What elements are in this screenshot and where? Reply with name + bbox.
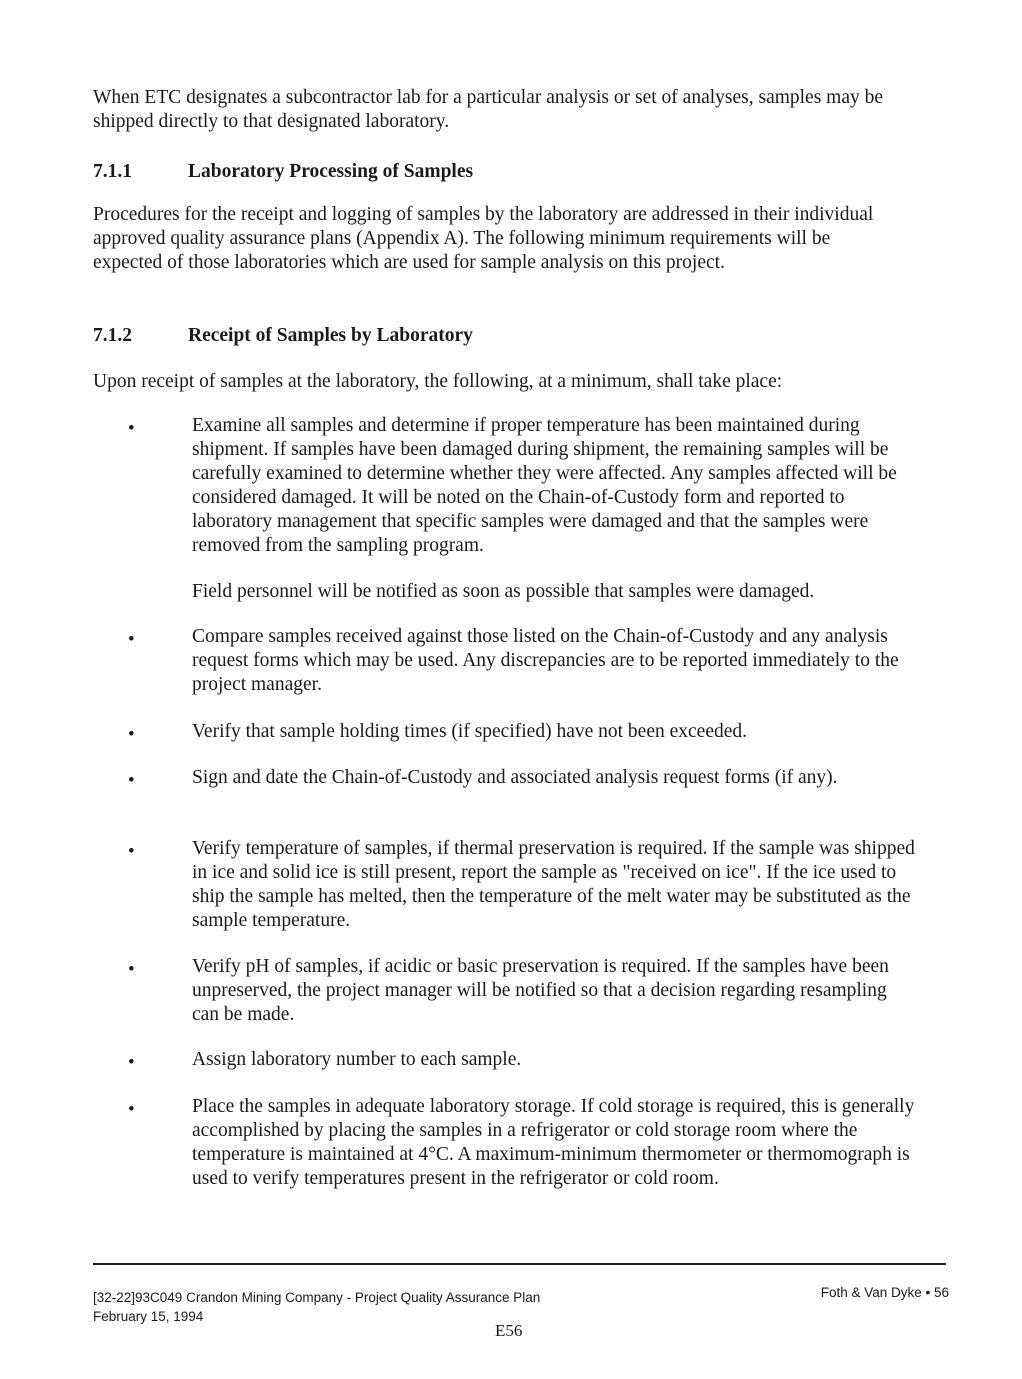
bullet-icon: • (128, 770, 135, 791)
list-item-verify-ph: Verify pH of samples, if acidic or basic preservation is required. If the samples have been unpreserved, the project manager will be notified so that a decision regarding resampling can be made. (192, 956, 889, 1025)
section-7-1-2-body: Upon receipt of samples at the laboratory, the following, at a minimum, shall take place: (93, 371, 783, 392)
bullet-icon: • (128, 629, 135, 650)
footer-doc-ref: [32-22]93C049 Crandon Mining Company - Project Quality Assurance Plan (93, 1290, 541, 1305)
bullet-icon: • (128, 959, 135, 980)
bullet-icon: • (128, 841, 135, 862)
bullet-icon: • (128, 418, 135, 439)
bullet-icon: • (128, 1052, 135, 1073)
section-heading-7-1-1 (93, 160, 473, 184)
section-7-1-1-body: Procedures for the receipt and logging of samples by the laboratory are addressed in their individual approved quality assurance plans (Appendix A). The following minimum requirements will be expected of those laboratories which are used for sample analysis on this project. (93, 204, 874, 273)
list-item-assign-number: Assign laboratory number to each sample. (192, 1049, 522, 1070)
list-item-verify-temperature: Verify temperature of samples, if thermal preservation is required. If the sample was shipped in ice and solid ice is still present, report the sample as "received on ice". If the ice used to ship the sample has melted, then the temperature of the melt water may be substituted as the sample temperature. (192, 838, 915, 931)
section-number: 7.1.1 (93, 161, 132, 182)
list-item-examine: Examine all samples and determine if proper temperature has been maintained during shipment. If samples have been damaged during shipment, the remaining samples will be carefully examined to determine whether they were affected. Any samples affected will be considered damaged. It will be noted on the Chain-of-Custody form and reported to laboratory management that specific samples were damaged and that the samples were removed from the sampling program. (192, 415, 897, 556)
footer-company-page: Foth & Van Dyke • 56 (820, 1285, 949, 1300)
list-item-compare: Compare samples received against those listed on the Chain-of-Custody and any analysis request forms which may be used. Any discrepancies are to be reported immediately to the project manager. (192, 626, 899, 695)
footer-divider (93, 1263, 946, 1265)
page-label: E56 (495, 1321, 523, 1340)
section-number: 7.1.2 (93, 325, 132, 346)
bullet-icon: • (128, 1099, 135, 1120)
section-title: Laboratory Processing of Samples (188, 161, 474, 182)
intro-paragraph: When ETC designates a subcontractor lab for a particular analysis or set of analyses, samples may be shipped directly to that designated laboratory. (93, 87, 884, 132)
list-item-holding-times: Verify that sample holding times (if specified) have not been exceeded. (192, 721, 748, 742)
section-title: Receipt of Samples by Laboratory (188, 325, 473, 346)
section-heading-7-1-2 (93, 324, 473, 348)
list-item-note: Field personnel will be notified as soon as possible that samples were damaged. (192, 581, 815, 602)
list-item-storage: Place the samples in adequate laboratory storage. If cold storage is required, this is generally accomplished by placing the samples in a refrigerator or cold storage room where the temperature is maintained at 4°C. A maximum-minimum thermometer or thermomograph is used to verify temperatures present in the refrigerator or cold room. (192, 1096, 915, 1189)
footer-date: February 15, 1994 (93, 1309, 204, 1324)
list-item-sign-date: Sign and date the Chain-of-Custody and associated analysis request forms (if any). (192, 767, 838, 788)
bullet-icon: • (128, 724, 135, 745)
